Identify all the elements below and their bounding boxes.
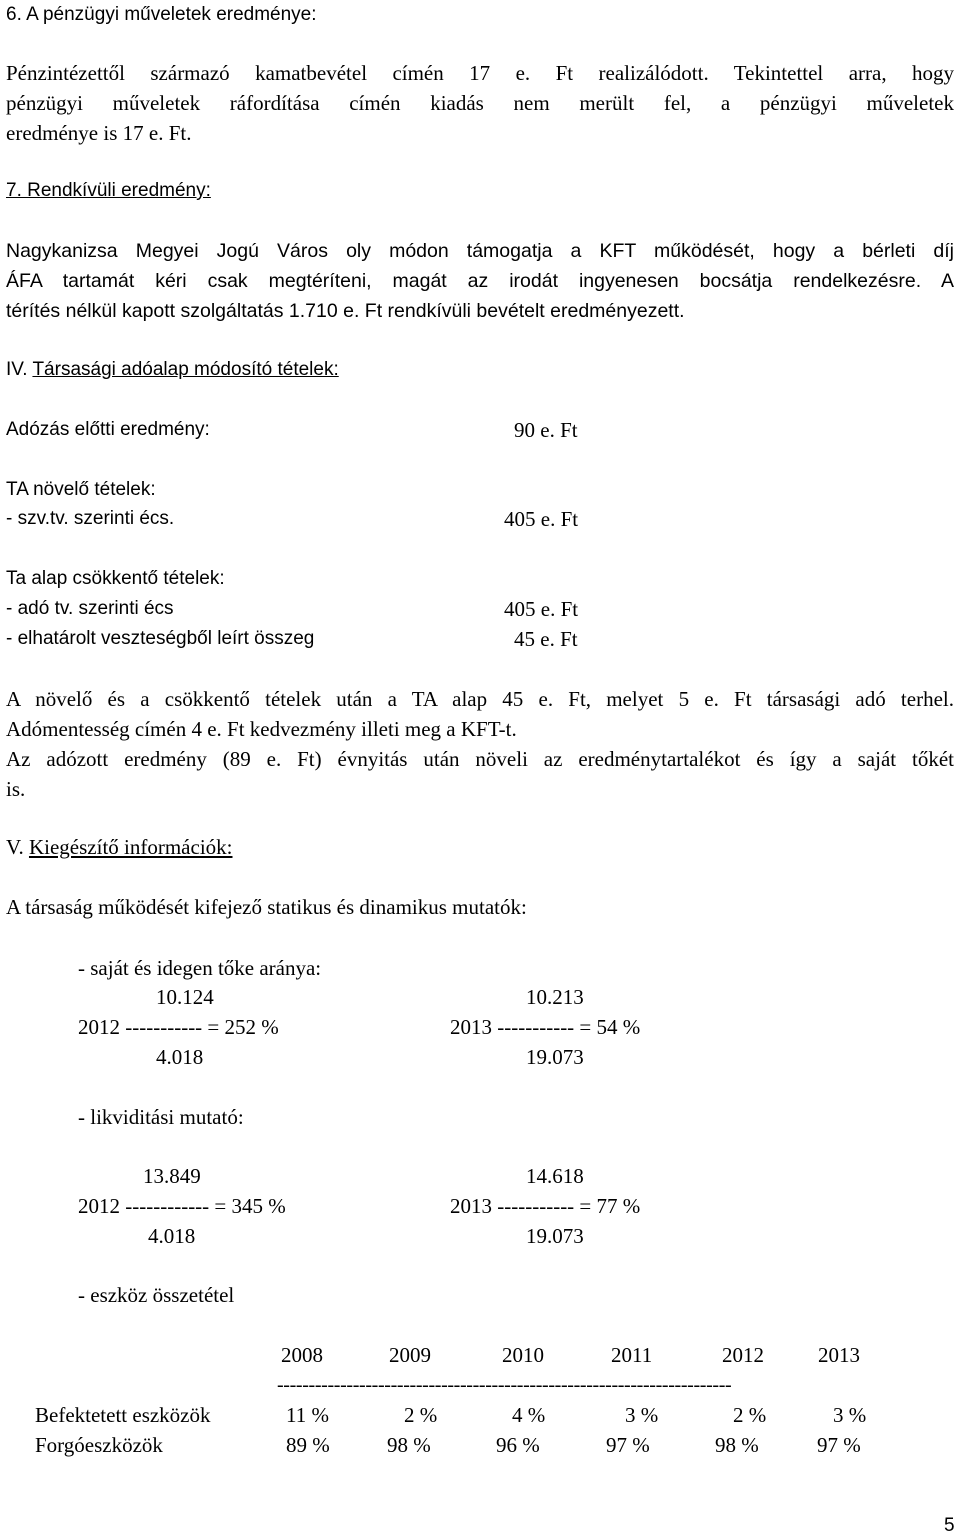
asset-cell: 3 %	[833, 1403, 867, 1427]
pretax-value: 90 e. Ft	[514, 418, 578, 442]
pretax-label: Adózás előtti eredmény:	[6, 419, 210, 440]
increase-item-value: 405 e. Ft	[504, 507, 579, 531]
asset-cell: 98 %	[715, 1433, 759, 1457]
asset-cell: 96 %	[496, 1433, 540, 1457]
equity-2013-denominator: 19.073	[526, 1045, 584, 1069]
decrease-item-2-label: - elhatárolt veszteségből leírt összeg	[6, 628, 315, 649]
liquidity-2013-line: 2013 ----------- = 77 %	[450, 1194, 641, 1218]
asset-cell: 4 %	[512, 1403, 546, 1427]
asset-row-label: Forgóeszközök	[35, 1433, 163, 1457]
asset-table-rule: ------------------------------------------------------------------------	[277, 1374, 732, 1396]
paragraph-line: térítés nélkül kapott szolgáltatás 1.710 e. Ft rendkívüli bevételt eredményezett.	[6, 300, 685, 322]
liquidity-2012-denominator: 4.018	[148, 1224, 196, 1248]
asset-cell: 89 %	[286, 1433, 330, 1457]
paragraph-line: is.	[6, 777, 26, 801]
asset-cell: 11 %	[286, 1403, 329, 1427]
asset-cell: 97 %	[817, 1433, 861, 1457]
indicators-intro: A társaság működését kifejező statikus és dinamikus mutatók:	[6, 895, 527, 919]
section-7-paragraph	[6, 236, 954, 326]
liquidity-2012-line: 2012 ------------ = 345 %	[78, 1194, 286, 1218]
tax-paragraph-2	[6, 744, 954, 804]
equity-ratio-title: - saját és idegen tőke aránya:	[78, 956, 322, 980]
section-iv-number: IV.	[6, 359, 28, 380]
equity-2012-line: 2012 ----------- = 252 %	[78, 1015, 279, 1039]
asset-year-header: 2012	[722, 1343, 764, 1367]
section-v-heading	[6, 832, 233, 862]
section-v-number: V.	[6, 835, 24, 859]
asset-cell: 3 %	[625, 1403, 659, 1427]
decrease-item-1-value: 405 e. Ft	[504, 597, 579, 621]
equity-2012-denominator: 4.018	[156, 1045, 204, 1069]
liquidity-title: - likviditási mutató:	[78, 1105, 244, 1129]
section-v-title: Kiegészítő információk:	[28, 835, 233, 859]
section-iv-heading	[6, 355, 339, 385]
liquidity-2013-denominator: 19.073	[526, 1224, 584, 1248]
liquidity-2012-numerator: 13.849	[143, 1164, 201, 1188]
paragraph-line: pénzügyi műveletek ráfordítása címén kiadás nem merült fel, a pénzügyi műveletek	[6, 91, 954, 115]
asset-cell: 2 %	[733, 1403, 767, 1427]
section-7-heading: 7. Rendkívüli eredmény:	[6, 180, 211, 201]
asset-cell: 97 %	[606, 1433, 650, 1457]
increase-heading: TA növelő tételek:	[6, 479, 156, 500]
paragraph-line: eredménye is 17 e. Ft.	[6, 121, 192, 145]
asset-year-header: 2009	[389, 1343, 431, 1367]
asset-year-header: 2013	[818, 1343, 860, 1367]
paragraph-line: Nagykanizsa Megyei Jogú Város oly módon támogatja a KFT működését, hogy a bérleti díj	[6, 240, 954, 262]
asset-cell: 98 %	[387, 1433, 431, 1457]
section-6-heading: 6. A pénzügyi műveletek eredménye:	[6, 4, 317, 25]
increase-item-label: - szv.tv. szerinti écs.	[6, 508, 175, 529]
asset-row-label: Befektetett eszközök	[35, 1403, 211, 1427]
paragraph-line: Pénzintézettől származó kamatbevétel címén 17 e. Ft realizálódott. Tekintettel arra, hogy	[6, 61, 954, 85]
paragraph-line: A növelő és a csökkentő tételek után a TA alap 45 e. Ft, melyet 5 e. Ft társasági adó terhel.	[6, 687, 954, 711]
decrease-item-1-label: - adó tv. szerinti écs	[6, 598, 174, 619]
asset-year-header: 2008	[281, 1343, 323, 1367]
tax-paragraph-1	[6, 684, 954, 744]
equity-2012-numerator: 10.124	[156, 985, 214, 1009]
paragraph-line: ÁFA tartamát kéri csak megtéríteni, magát az irodát ingyenesen bocsátja rendelkezésre. A	[6, 270, 954, 292]
asset-cell: 2 %	[404, 1403, 438, 1427]
asset-composition-title: - eszköz összetétel	[78, 1283, 235, 1307]
asset-year-header: 2010	[502, 1343, 544, 1367]
equity-2013-numerator: 10.213	[526, 985, 584, 1009]
liquidity-2013-numerator: 14.618	[526, 1164, 584, 1188]
page-number: 5	[944, 1515, 955, 1536]
asset-year-header: 2011	[611, 1343, 653, 1367]
paragraph-line: Az adózott eredmény (89 e. Ft) évnyitás után növeli az eredménytartalékot és így a saját tőkét	[6, 747, 954, 771]
equity-2013-line: 2013 ----------- = 54 %	[450, 1015, 641, 1039]
paragraph-line: Adómentesség címén 4 e. Ft kedvezmény illeti meg a KFT-t.	[6, 717, 517, 741]
decrease-item-2-value: 45 e. Ft	[514, 627, 578, 651]
decrease-heading: Ta alap csökkentő tételek:	[6, 568, 225, 589]
section-6-paragraph	[6, 58, 954, 148]
section-iv-title: Társasági adóalap módosító tételek:	[32, 359, 339, 380]
